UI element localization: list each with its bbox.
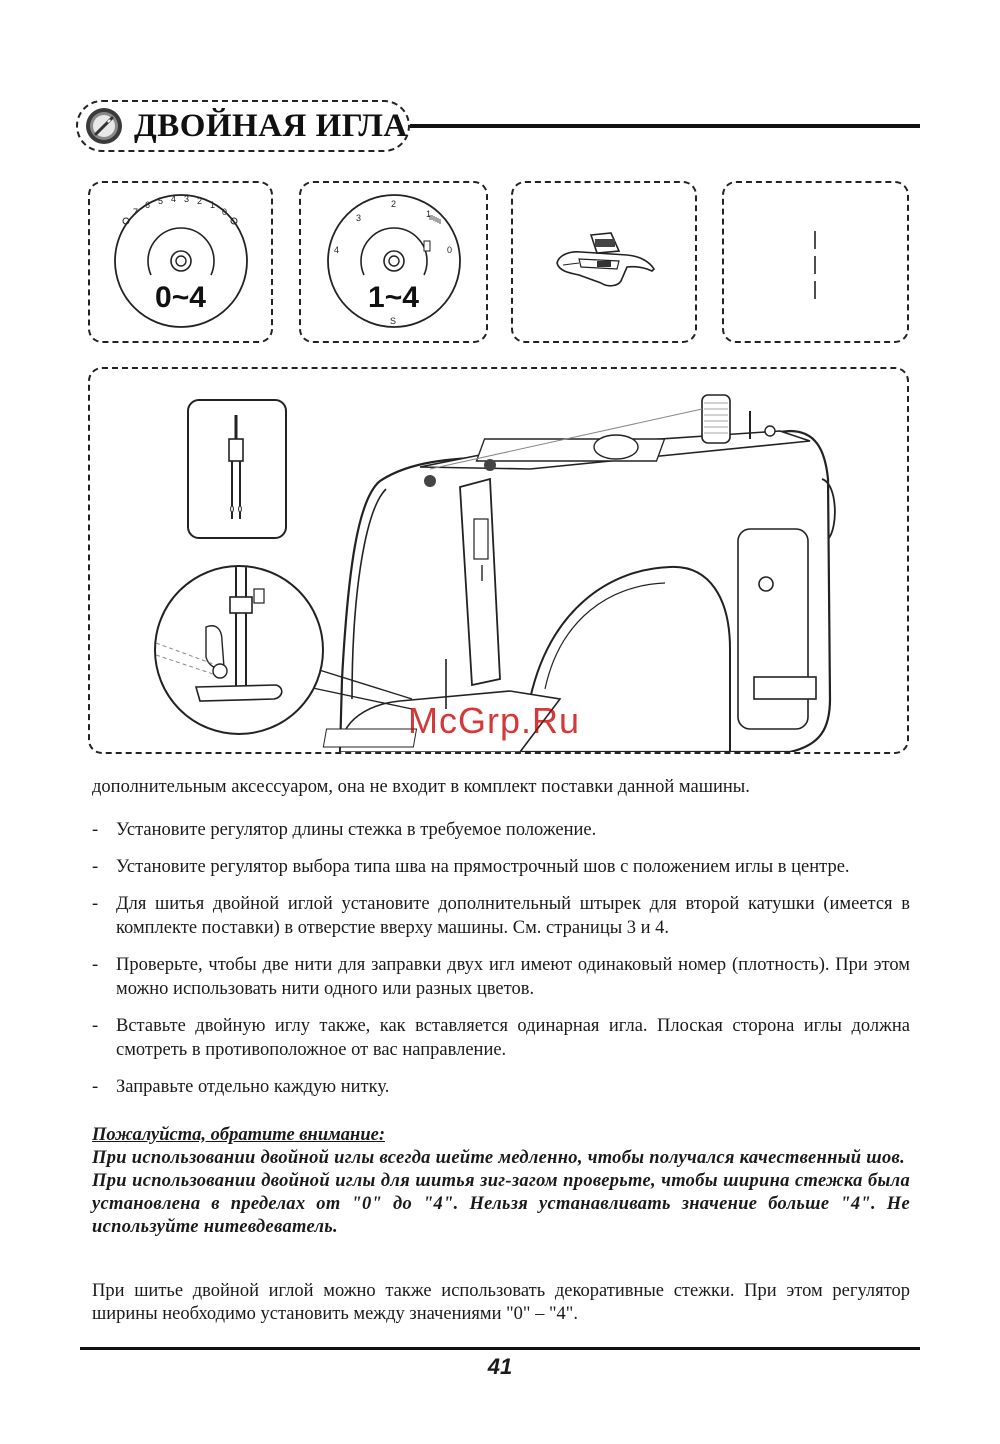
length-range-label: 1~4 [368, 281, 419, 314]
length-scale-1: 1 [426, 209, 432, 219]
length-scale-s: S [390, 316, 397, 326]
needle-area-zoom [154, 565, 324, 735]
width-scale-7: 7 [133, 207, 139, 217]
final-paragraph: При шитье двойной иглой можно также использовать декоративные стежки. При этом регулятор ширины необходимо установить между значениями "0" – "4". [92, 1281, 910, 1324]
width-scale-4: 4 [171, 194, 177, 204]
intro-paragraph: дополнительным аксессуаром, она не входит в комплект поставки данной машины. [92, 777, 750, 797]
list-item: - Заправьте отдельно каждую нитку. [92, 1077, 390, 1097]
page-title: ДВОЙНАЯ ИГЛА [134, 107, 408, 144]
sewing-machine-illustration [88, 367, 909, 754]
twin-needle-icon [189, 401, 284, 536]
zigzag-foot-icon [549, 225, 661, 297]
length-scale-3: 3 [356, 213, 362, 223]
list-item: - Для шитья двойной иглой установите дополнительный штырек для второй катушки (имеется в комплекте поставки) в отверстие вверху машины. См. страницы 3 и 4. [92, 894, 910, 938]
width-dial-panel [88, 181, 273, 343]
straight-stitch-icon [810, 229, 820, 301]
page-number: 41 [487, 1354, 513, 1379]
length-scale-2: 2 [391, 199, 397, 209]
length-scale-0: 0 [447, 245, 453, 255]
presser-foot-panel [511, 181, 697, 343]
width-range-label: 0~4 [155, 281, 206, 314]
footer-rule [80, 1347, 920, 1350]
stitch-pattern-panel [722, 181, 909, 343]
needle-badge-icon [84, 106, 124, 146]
twin-needle-inset [187, 399, 287, 539]
list-item: - Вставьте двойную иглу также, как вставляется одинарная игла. Плоская сторона иглы должна смотреть в противоположное от вас направление. [92, 1016, 910, 1060]
width-scale-1: 1 [210, 200, 216, 210]
length-scale-4: 4 [334, 245, 340, 255]
notice-line-1: При использовании двойной иглы всегда шейте медленно, чтобы получался качественный шов. [92, 1148, 906, 1168]
length-dial-panel [299, 181, 488, 343]
list-item: - Установите регулятор выбора типа шва на прямострочный шов с положением иглы в центре. [92, 857, 850, 877]
list-item: - Установите регулятор длины стежка в требуемое положение. [92, 820, 597, 840]
width-scale-3: 3 [184, 194, 190, 204]
watermark: McGrp.Ru [408, 700, 581, 741]
notice-line-2: При использовании двойной иглы для шитья зиг-загом проверьте, чтобы ширина стежка была установлена в пределах от "0" до "4". Нельзя устанавливать значение больше "4". Не используйте нитевдеватель. [92, 1171, 910, 1237]
section-header [76, 100, 410, 152]
width-scale-0: 0 [222, 207, 228, 217]
width-scale-5: 5 [158, 196, 164, 206]
instruction-list [92, 818, 910, 1112]
notice-title: Пожалуйста, обратите внимание: [92, 1125, 385, 1145]
width-scale-6: 6 [145, 200, 151, 210]
width-scale-2: 2 [197, 196, 203, 206]
notice-block [92, 1124, 910, 1239]
header-rule [410, 124, 920, 128]
list-item: - Проверьте, чтобы две нити для заправки двух игл имеют одинаковый номер (плотность). При этом можно использовать нити одного или разных цветов. [92, 955, 910, 999]
